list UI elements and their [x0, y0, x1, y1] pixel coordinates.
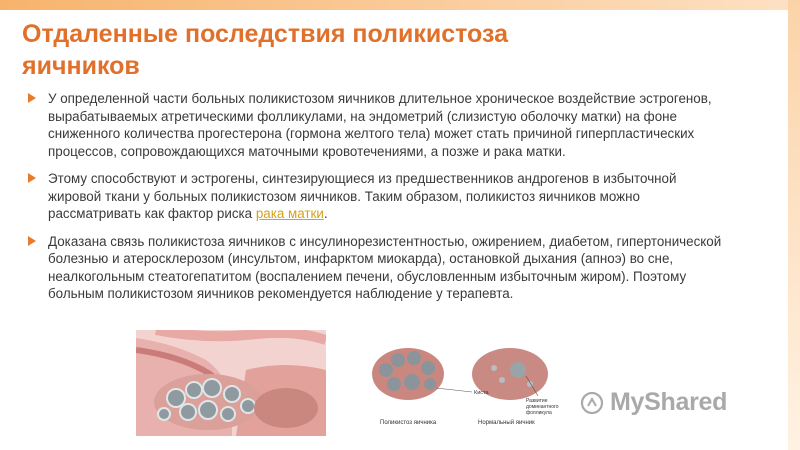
bullet-marker-icon	[28, 236, 36, 246]
top-decor-band	[0, 0, 800, 10]
watermark-text: MyShared	[610, 388, 728, 416]
follicle-label-line-2: доминантного	[526, 404, 559, 410]
bullet-text-tail: .	[323, 206, 328, 221]
polycystic-ovary	[372, 348, 444, 400]
normal-ovary-label: Нормальный яичник	[478, 420, 535, 426]
follicle-label-line-1: Развитие	[526, 398, 548, 404]
bullet-list	[28, 90, 728, 313]
bullet-text: У определенной части больных поликистозом яичников длительное хроническое воздействие эстрогенов, вырабатываемых атретическими фолликулами, на эндометрий (слизистую оболочку матки) на фоне сниженного количества прогестерона (гормона желтого тела) может стать причиной гиперпластических процессов, сопровождающихся маточными кровотечениями, а позже и рака матки.	[48, 91, 712, 159]
bullet-marker-icon	[28, 93, 36, 103]
watermark	[580, 388, 727, 417]
bullet-marker-icon	[28, 173, 36, 183]
uterine-cancer-link[interactable]: рака матки	[255, 206, 324, 221]
bullet-text: Доказана связь поликистоза яичников с инсулинорезистентностью, ожирением, диабетом, гипертонической болезнью и атеросклерозом (инсультом, инфарктом миокарда), остановкой дыхания (апноэ) во сне, неалкогольным стеатогепатитом (воспалением печени, обусловленным избыточным жиром). Поэтому больным поликистозом яичников рекомендуется наблюдение у терапевта.	[48, 233, 722, 301]
ovary-comparison-illustration	[366, 340, 576, 436]
myshared-logo-icon	[580, 391, 604, 415]
slide-title: Отдаленные последствия поликистоза яичников	[22, 20, 508, 80]
polycystic-ovary-label: Поликистоз яичника	[380, 420, 437, 426]
bullet-item	[28, 90, 728, 160]
cyst-label: Киста	[474, 390, 489, 396]
ovary-cluster	[154, 374, 262, 430]
bullet-text: Этому способствуют и эстрогены, синтезирующиеся из предшественников андрогенов в избыточной жировой ткани у больных поликистозом яичников. Таким образом, поликистоз яичников можно рассматривать как фактор риска	[48, 171, 677, 221]
uterus-illustration	[136, 330, 326, 436]
bullet-item	[28, 233, 728, 303]
follicle-label-line-3: фолликула	[526, 410, 552, 416]
bullet-item	[28, 170, 728, 223]
right-decor-band	[788, 0, 800, 450]
